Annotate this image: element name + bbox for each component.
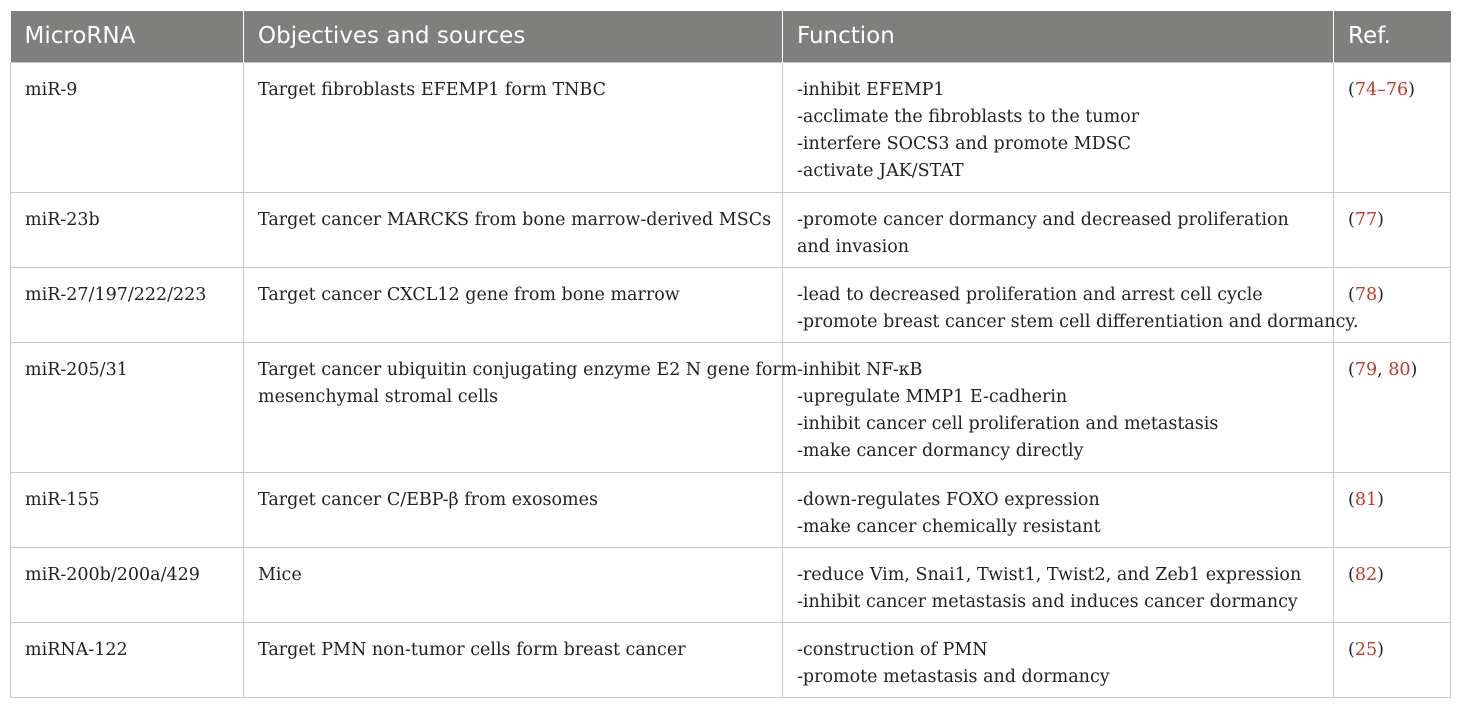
objectives-line: Target cancer C/EBP-β from exosomes	[258, 489, 598, 510]
microrna-cell	[11, 547, 244, 622]
function-line: -make cancer chemically resistant	[797, 516, 1101, 537]
objectives-line: Target cancer MARCKS from bone marrow-derived MSCs	[258, 209, 772, 230]
function-line: -make cancer dormancy directly	[797, 441, 1084, 462]
microrna-name: miR-9	[25, 79, 78, 100]
microrna-table-container	[10, 11, 1450, 698]
table-header	[11, 11, 1451, 62]
microrna-name: miR-205/31	[25, 359, 128, 380]
ref-close-paren: )	[1377, 489, 1384, 510]
ref-open-paren: (	[1348, 639, 1355, 660]
ref-cell	[1334, 192, 1451, 267]
function-cell	[783, 62, 1334, 192]
ref-open-paren: (	[1348, 489, 1355, 510]
ref-close-paren: )	[1377, 564, 1384, 585]
microrna-name: miR-200b/200a/429	[25, 564, 200, 585]
ref-cell	[1334, 622, 1451, 697]
objectives-cell	[244, 622, 783, 697]
ref-link[interactable]: 25	[1354, 639, 1378, 660]
objectives-line: Target cancer ubiquitin conjugating enzyme E2 N gene form	[258, 359, 798, 380]
objectives-cell	[244, 267, 783, 342]
ref-cell	[1334, 472, 1451, 547]
objectives-line: Mice	[258, 564, 302, 585]
microrna-cell	[11, 622, 244, 697]
table-body	[11, 62, 1451, 697]
ref-link[interactable]: 78	[1354, 284, 1378, 305]
function-line: -interfere SOCS3 and promote MDSC	[797, 133, 1132, 154]
function-line: -inhibit cancer metastasis and induces cancer dormancy	[797, 591, 1298, 612]
ref-open-paren: (	[1348, 359, 1355, 380]
microrna-cell	[11, 267, 244, 342]
ref-cell	[1334, 342, 1451, 472]
table-row	[11, 547, 1451, 622]
microrna-cell	[11, 62, 244, 192]
objectives-cell	[244, 192, 783, 267]
function-cell	[783, 342, 1334, 472]
microrna-name: miR-155	[25, 489, 100, 510]
ref-cell	[1334, 547, 1451, 622]
ref-separator: ,	[1377, 359, 1389, 380]
function-line: -construction of PMN	[797, 639, 988, 660]
header-ref: Ref.	[1334, 11, 1451, 62]
function-line: -acclimate the fibroblasts to the tumor	[797, 106, 1140, 127]
table-row	[11, 342, 1451, 472]
ref-close-paren: )	[1377, 284, 1384, 305]
function-cell	[783, 622, 1334, 697]
objectives-cell	[244, 472, 783, 547]
microrna-cell	[11, 472, 244, 547]
function-line: -down-regulates FOXO expression	[797, 489, 1100, 510]
function-line: and invasion	[797, 236, 910, 257]
microrna-cell	[11, 192, 244, 267]
ref-close-paren: )	[1410, 359, 1418, 380]
objectives-cell	[244, 547, 783, 622]
ref-close-paren: )	[1377, 639, 1384, 660]
table-row	[11, 472, 1451, 547]
objectives-cell	[244, 62, 783, 192]
header-row	[11, 11, 1451, 62]
function-cell	[783, 192, 1334, 267]
function-line: -promote metastasis and dormancy	[797, 666, 1110, 687]
function-cell	[783, 267, 1359, 342]
header-microrna: MicroRNA	[11, 11, 244, 62]
objectives-line: Target PMN non-tumor cells form breast cancer	[258, 639, 686, 660]
ref-open-paren: (	[1348, 564, 1355, 585]
microrna-name: miRNA-122	[25, 639, 128, 660]
ref-cell	[1334, 62, 1451, 192]
function-line: -upregulate MMP1 E-cadherin	[797, 386, 1068, 407]
microrna-cell	[11, 342, 244, 472]
table-row	[11, 62, 1451, 192]
table-row	[11, 622, 1451, 697]
ref-link[interactable]: 80	[1388, 359, 1411, 380]
ref-open-paren: (	[1348, 209, 1355, 230]
function-line: -lead to decreased proliferation and arrest cell cycle	[797, 284, 1263, 305]
ref-link[interactable]: 81	[1354, 489, 1378, 510]
function-line: -promote breast cancer stem cell differentiation and dormancy.	[797, 311, 1359, 332]
ref-link[interactable]: 74–76	[1354, 79, 1409, 100]
function-line: -activate JAK/STAT	[797, 161, 964, 182]
ref-open-paren: (	[1348, 79, 1355, 100]
function-line: -inhibit EFEMP1	[797, 79, 945, 100]
header-function: Function	[783, 11, 1334, 62]
microrna-name: miR-23b	[25, 209, 100, 230]
table-row	[11, 192, 1451, 267]
function-cell	[783, 547, 1334, 622]
ref-link[interactable]: 82	[1354, 564, 1378, 585]
microrna-name: miR-27/197/222/223	[25, 284, 207, 305]
function-cell	[783, 472, 1334, 547]
function-line: -reduce Vim, Snai1, Twist1, Twist2, and Zeb1 expression	[797, 564, 1302, 585]
objectives-line: mesenchymal stromal cells	[258, 386, 499, 407]
function-line: -promote cancer dormancy and decreased proliferation	[797, 209, 1289, 230]
ref-link[interactable]: 77	[1354, 209, 1378, 230]
ref-link[interactable]: 79	[1354, 359, 1378, 380]
ref-close-paren: )	[1408, 79, 1415, 100]
ref-open-paren: (	[1348, 284, 1355, 305]
microrna-table	[10, 11, 1451, 698]
function-line: -inhibit cancer cell proliferation and metastasis	[797, 413, 1219, 434]
objectives-line: Target fibroblasts EFEMP1 form TNBC	[258, 79, 607, 100]
ref-close-paren: )	[1377, 209, 1384, 230]
header-objectives: Objectives and sources	[244, 11, 783, 62]
objectives-cell	[244, 342, 798, 472]
function-line: -inhibit NF-κB	[797, 359, 923, 380]
table-row	[11, 267, 1451, 342]
objectives-line: Target cancer CXCL12 gene from bone marrow	[258, 284, 680, 305]
